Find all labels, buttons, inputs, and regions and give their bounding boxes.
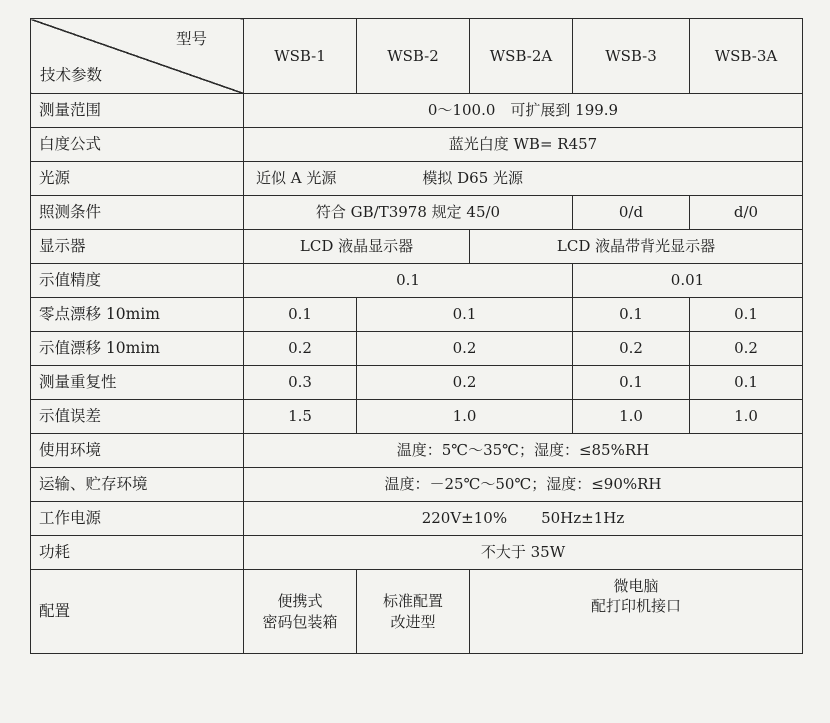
table-row [31, 264, 803, 298]
param-name: 照测条件 [31, 196, 244, 230]
param-value: 0.2 [357, 332, 573, 366]
param-name: 示值漂移 10mim [31, 332, 244, 366]
param-value: 符合 GB/T3978 规定 45/0 [244, 196, 573, 230]
param-name: 显示器 [31, 230, 244, 264]
param-value: LCD 液晶显示器 [244, 230, 470, 264]
model-header: WSB-3A [690, 19, 803, 94]
table-row [31, 400, 803, 434]
param-value: 1.5 [244, 400, 357, 434]
model-header: WSB-1 [244, 19, 357, 94]
param-name: 配置 [31, 570, 244, 654]
param-value: 蓝光白度 WB= R457 [244, 128, 803, 162]
table-row [31, 502, 803, 536]
table-row [31, 536, 803, 570]
table-row [31, 332, 803, 366]
param-value: 0.2 [244, 332, 357, 366]
param-value: 温度：－25℃～50℃；湿度：≤90%RH [244, 468, 803, 502]
param-value: 0.01 [573, 264, 803, 298]
param-value: 0～100.0 可扩展到 199.9 [244, 94, 803, 128]
param-label: 技术参数 [40, 66, 103, 85]
param-value [244, 502, 803, 536]
param-value: 不大于 35W [244, 536, 803, 570]
table-row [31, 128, 803, 162]
param-value: 0.1 [244, 298, 357, 332]
config-b-line2: 改进型 [390, 612, 436, 631]
param-value: 0.2 [690, 332, 803, 366]
header-diagonal-cell [31, 19, 244, 94]
param-name: 使用环境 [31, 434, 244, 468]
param-value: d/0 [690, 196, 803, 230]
config-cell-a [244, 570, 357, 654]
table-row [31, 298, 803, 332]
param-value: 0.1 [573, 366, 690, 400]
config-cell-c [470, 570, 803, 654]
config-c-line2: 配打印机接口 [590, 597, 681, 616]
param-name: 工作电源 [31, 502, 244, 536]
table-row [31, 162, 803, 196]
param-value: 1.0 [357, 400, 573, 434]
model-label: 型号 [175, 30, 207, 48]
source-b: 模拟 D65 光源 [422, 169, 524, 188]
param-value: 0.1 [357, 298, 573, 332]
config-b-line1: 标准配置 [382, 592, 443, 611]
config-cell-b [357, 570, 470, 654]
param-value: 1.0 [690, 400, 803, 434]
param-value: 0.2 [573, 332, 690, 366]
header-row [31, 19, 803, 94]
param-value: 1.0 [573, 400, 690, 434]
spec-table [30, 18, 803, 654]
param-value: 0/d [573, 196, 690, 230]
param-value: 0.3 [244, 366, 357, 400]
param-value: 0.1 [573, 298, 690, 332]
param-value [244, 162, 803, 196]
param-value: 0.1 [690, 366, 803, 400]
table-row [31, 468, 803, 502]
table-row [31, 434, 803, 468]
param-value: LCD 液晶带背光显示器 [470, 230, 803, 264]
source-a: 近似 A 光源 [256, 169, 337, 188]
param-name: 测量范围 [31, 94, 244, 128]
table-row [31, 94, 803, 128]
param-value: 0.1 [244, 264, 573, 298]
param-name: 测量重复性 [31, 366, 244, 400]
model-header: WSB-2A [470, 19, 573, 94]
model-header: WSB-3 [573, 19, 690, 94]
param-value: 0.2 [357, 366, 573, 400]
param-name: 示值误差 [31, 400, 244, 434]
config-a-line2: 密码包装箱 [262, 612, 338, 631]
param-name: 零点漂移 10mim [31, 298, 244, 332]
table-row [31, 570, 803, 654]
table-row [31, 196, 803, 230]
param-name: 运输、贮存环境 [31, 468, 244, 502]
param-name: 白度公式 [31, 128, 244, 162]
param-name: 示值精度 [31, 264, 244, 298]
param-name: 光源 [31, 162, 244, 196]
config-c-line1: 微电脑 [613, 577, 659, 595]
power-frequency: 50Hz±1Hz [541, 509, 625, 528]
param-name: 功耗 [31, 536, 244, 570]
config-a-line1: 便携式 [277, 592, 323, 611]
table-row [31, 366, 803, 400]
model-header: WSB-2 [357, 19, 470, 94]
param-value: 温度：5℃～35℃；湿度：≤85%RH [244, 434, 803, 468]
table-row [31, 230, 803, 264]
power-voltage: 220V±10% [421, 509, 508, 528]
param-value: 0.1 [690, 298, 803, 332]
